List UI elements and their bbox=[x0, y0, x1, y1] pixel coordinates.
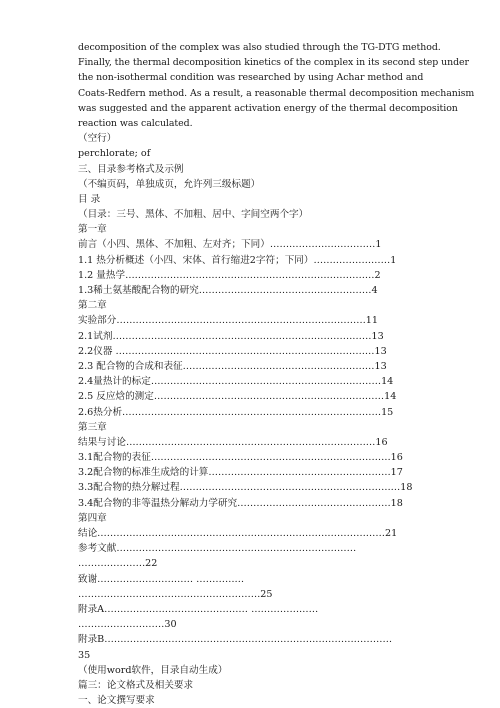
toc-entry-continued: …………………………………………………25 bbox=[78, 588, 273, 600]
format-note: （目录：三号、黑体、不加粗、居中、字间空两个字） bbox=[78, 209, 309, 221]
toc-entry: 2.3 配合物的合成和表征……………………………………………………13 bbox=[78, 360, 387, 372]
abstract-block bbox=[78, 40, 475, 131]
toc-entry: 1.2 量热学……………………………………………………………………2 bbox=[78, 269, 381, 281]
toc-entry: 2.2仪器 ………………………………………………………………………13 bbox=[78, 345, 387, 357]
chapter-heading: 第二章 bbox=[78, 300, 107, 312]
toc-entry: 实验部分……………………………………………………………………11 bbox=[78, 315, 379, 327]
toc-entry: 前言（小四、黑体、不加粗、左对齐；下同）……………………………1 bbox=[78, 239, 382, 251]
section-heading: 篇三：论文格式及相关要求 bbox=[78, 679, 194, 691]
abstract-line: reaction was calculated. bbox=[78, 117, 193, 129]
toc-entry: 1.3稀土氨基酸配合物的研究………………………………………………4 bbox=[78, 285, 378, 296]
chapter-heading: 第四章 bbox=[78, 512, 107, 524]
abstract-line: was suggested and the apparent activation energy of the thermal decomposition bbox=[78, 102, 458, 114]
format-note: （不编页码，单独成页，允许列三级标题） bbox=[78, 178, 261, 190]
toc-entry: 3.3配合物的热分解过程……………………………………………………………18 bbox=[78, 482, 413, 494]
toc-entry-continued: ………………………30 bbox=[78, 619, 177, 631]
section-heading: 一、论文撰写要求 bbox=[78, 695, 155, 707]
toc-entry: 附录B……………………………………………………………………………… bbox=[78, 634, 393, 646]
toc-entry: 1.1 热分析概述（小四、宋体、首行缩进2字符；下同）……………………1 bbox=[78, 254, 397, 266]
toc-entry: 2.4量热计的标定………………………………………………………………14 bbox=[78, 376, 394, 388]
toc-entry: 结论………………………………………………………………………………21 bbox=[78, 528, 398, 539]
toc-entry: 3.2配合物的标准生成焓的计算…………………………………………………17 bbox=[78, 467, 403, 479]
toc-entry: 参考文献………………………………………………………………… bbox=[78, 543, 357, 555]
toc-entry: 附录A……………………………………… ………………… bbox=[78, 603, 319, 615]
toc-entry: 2.5 反应焓的测定………………………………………………………………14 bbox=[78, 391, 397, 403]
toc-entry: 2.1试剂………………………………………………………………………13 bbox=[78, 330, 384, 342]
toc-entry: 结果与讨论……………………………………………………………………16 bbox=[78, 436, 388, 448]
abstract-line: the non-isothermal condition was researched by using Achar method and bbox=[78, 72, 424, 84]
abstract-line: Finally, the thermal decomposition kinetics of the complex in its second step under bbox=[78, 57, 469, 69]
abstract-line: decomposition of the complex was also studied through the TG-DTG method. bbox=[78, 42, 441, 53]
toc-entry-continued: 35 bbox=[78, 649, 91, 661]
blank-line-note: （空行） bbox=[78, 133, 117, 145]
toc-entry: 3.4配合物的非等温热分解动力学研究…………………………………………18 bbox=[78, 497, 403, 509]
toc-entry: 致谢………………………… …………… bbox=[78, 573, 245, 585]
toc-entry: 2.6热分析………………………………………………………………………15 bbox=[78, 406, 394, 418]
keywords-fragment: perchlorate; of bbox=[78, 148, 151, 160]
section-heading: 三、目录参考格式及示例 bbox=[78, 163, 184, 175]
document-page bbox=[78, 40, 475, 708]
abstract-line: Coats-Redfern method. As a result, a reasonable thermal decomposition mechanism bbox=[78, 87, 475, 99]
format-note: （使用word软件，目录自动生成） bbox=[78, 664, 228, 676]
toc-entry: 3.1配合物的表征…………………………………………………………………16 bbox=[78, 452, 403, 464]
toc-title: 目 录 bbox=[78, 193, 101, 205]
toc-entry-continued: …………………22 bbox=[78, 558, 158, 570]
toc-block bbox=[78, 131, 423, 708]
chapter-heading: 第三章 bbox=[78, 421, 107, 433]
chapter-heading: 第一章 bbox=[78, 224, 107, 236]
